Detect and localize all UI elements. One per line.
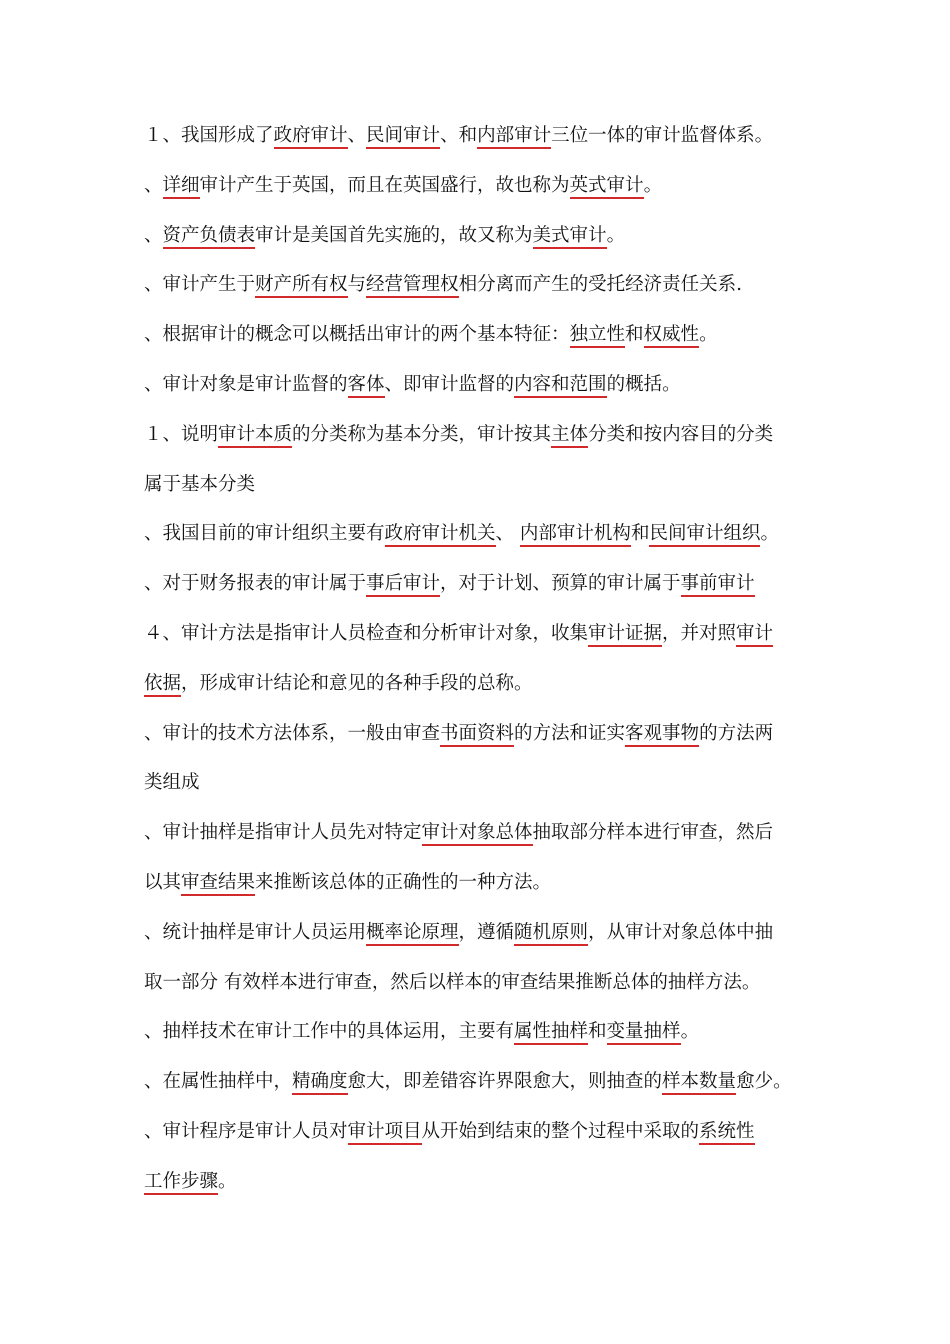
text-line bbox=[144, 671, 812, 697]
text-line bbox=[144, 272, 812, 298]
underlined-term: 英式审计 bbox=[570, 175, 644, 199]
text-segment: 从开始到结束的整个过程中采取的 bbox=[421, 1121, 700, 1142]
text-line bbox=[144, 372, 812, 398]
text-segment: 。 bbox=[760, 523, 779, 544]
text-segment: 审计产生于英国，而且在英国盛行，故也称为 bbox=[199, 175, 570, 196]
text-segment: 、对于财务报表的审计属于 bbox=[144, 573, 367, 594]
underlined-term: 经营管理权 bbox=[366, 274, 459, 298]
text-line bbox=[144, 571, 812, 597]
text-line bbox=[144, 1069, 812, 1095]
text-segment: 。 bbox=[643, 175, 663, 196]
text-segment: 的概括。 bbox=[606, 374, 681, 395]
text-segment: 、抽样技术在审计工作中的具体运用，主要有 bbox=[144, 1021, 515, 1042]
underlined-term: 客观事物 bbox=[625, 723, 699, 747]
text-segment: 、即审计监督的 bbox=[384, 374, 515, 395]
text-line bbox=[144, 422, 812, 448]
underlined-term: 权威性 bbox=[644, 324, 700, 348]
text-segment: 分类和按内容目的分类 bbox=[588, 424, 774, 445]
text-segment: 类组成 bbox=[144, 772, 200, 793]
underlined-term: 客体 bbox=[348, 374, 385, 398]
underlined-term: 事后审计 bbox=[366, 573, 440, 597]
text-segment: 、统计抽样是审计人员运用 bbox=[144, 922, 367, 943]
text-line bbox=[144, 1019, 812, 1045]
underlined-term: 美式审计 bbox=[533, 225, 607, 249]
text-segment: 、审计程序是审计人员对 bbox=[144, 1121, 348, 1142]
text-segment: 、 bbox=[144, 175, 163, 196]
text-segment: ，并对照 bbox=[662, 623, 737, 644]
text-segment: 的分类称为基本分类，审计按其 bbox=[292, 424, 552, 445]
underlined-term: 变量抽样 bbox=[607, 1021, 681, 1045]
text-segment: 、在属性抽样中， bbox=[144, 1071, 293, 1092]
text-segment: 抽取部分样本进行审查，然后 bbox=[532, 822, 774, 843]
underlined-term: 样本数量 bbox=[662, 1071, 736, 1095]
text-segment: 愈少。 bbox=[736, 1071, 792, 1092]
text-segment: 。 bbox=[680, 1021, 700, 1042]
text-segment: 和 bbox=[588, 1021, 607, 1042]
text-segment: 、和 bbox=[440, 125, 478, 146]
text-line bbox=[144, 621, 812, 647]
text-segment: 、根据审计的概念可以概括出审计的两个基本特征： bbox=[144, 324, 570, 345]
text-segment: 、 bbox=[347, 125, 367, 146]
text-segment: 与 bbox=[347, 274, 367, 295]
text-line bbox=[144, 223, 812, 249]
underlined-term: 政府审计 bbox=[274, 125, 348, 149]
underlined-term: 依据 bbox=[144, 673, 181, 697]
text-segment: 的方法两 bbox=[699, 723, 774, 744]
text-segment: 和 bbox=[630, 523, 650, 544]
text-segment: 、 bbox=[144, 225, 163, 246]
text-segment: 取一部分 有效样本进行审查，然后以样本的审查结果推断总体的抽样方法。 bbox=[144, 972, 761, 993]
underlined-term: 详细 bbox=[163, 175, 200, 199]
text-segment: 以其 bbox=[144, 872, 182, 893]
text-segment: 、审计抽样是指审计人员先对特定 bbox=[144, 822, 422, 843]
text-line bbox=[144, 1119, 812, 1145]
text-segment: 、审计对象是审计监督的 bbox=[144, 374, 348, 395]
text-segment: 审计是美国首先实施的，故又称为 bbox=[255, 225, 533, 246]
text-line bbox=[144, 870, 812, 896]
text-segment: 三位一体的审计监督体系。 bbox=[551, 125, 774, 146]
text-segment: 。 bbox=[606, 225, 626, 246]
text-segment: 、审计产生于 bbox=[144, 274, 256, 295]
underlined-term: 审查结果 bbox=[181, 872, 255, 896]
underlined-term: 精确度 bbox=[292, 1071, 348, 1095]
text-segment: 和 bbox=[625, 324, 644, 345]
underlined-term: 系统性 bbox=[699, 1121, 755, 1145]
underlined-term: 内部审计机构 bbox=[520, 523, 631, 547]
underlined-term: 审计本质 bbox=[218, 424, 292, 448]
underlined-term: 独立性 bbox=[570, 324, 626, 348]
text-segment: ，对于计划、预算的审计属于 bbox=[440, 573, 681, 594]
underlined-term: 审计 bbox=[736, 623, 773, 647]
text-line bbox=[144, 521, 812, 547]
underlined-term: 审计对象总体 bbox=[422, 822, 533, 846]
text-line bbox=[144, 1169, 812, 1195]
underlined-term: 财产所有权 bbox=[255, 274, 348, 298]
underlined-term: 随机原则 bbox=[514, 922, 588, 946]
underlined-term: 工作步骤 bbox=[144, 1171, 218, 1195]
underlined-term: 审计项目 bbox=[348, 1121, 422, 1145]
text-segment: 。 bbox=[218, 1171, 237, 1192]
text-segment: 相分离而产生的受托经济责任关系. bbox=[458, 274, 742, 295]
text-line bbox=[144, 970, 812, 996]
text-segment: １、我国形成了 bbox=[144, 125, 274, 146]
text-line bbox=[144, 820, 812, 846]
text-line bbox=[144, 173, 812, 199]
underlined-term: 内容和范围 bbox=[514, 374, 607, 398]
text-segment: 、我国目前的审计组织主要有 bbox=[144, 523, 385, 544]
text-segment: 来推断该总体的正确性的一种方法。 bbox=[255, 872, 552, 893]
text-segment: ４、审计方法是指审计人员检查和分析审计对象，收集 bbox=[144, 623, 589, 644]
text-line bbox=[144, 322, 812, 348]
text-segment: 、审计的技术方法体系，一般由审查 bbox=[144, 723, 441, 744]
text-segment: １、说明 bbox=[144, 424, 219, 445]
text-segment: 、 bbox=[495, 523, 520, 544]
text-line bbox=[144, 770, 812, 796]
text-segment: 愈大，即差错容许界限愈大，则抽查的 bbox=[347, 1071, 663, 1092]
text-segment: ，形成审计结论和意见的各种手段的总称。 bbox=[181, 673, 533, 694]
underlined-term: 事前审计 bbox=[681, 573, 755, 597]
text-line bbox=[144, 472, 812, 498]
underlined-term: 民间审计组织 bbox=[649, 523, 760, 547]
underlined-term: 政府审计机关 bbox=[385, 523, 496, 547]
text-segment: 的方法和证实 bbox=[514, 723, 626, 744]
text-line bbox=[144, 920, 812, 946]
text-segment: 属于基本分类 bbox=[144, 474, 256, 495]
underlined-term: 民间审计 bbox=[366, 125, 440, 149]
underlined-term: 概率论原理 bbox=[366, 922, 459, 946]
text-line bbox=[144, 721, 812, 747]
underlined-term: 书面资料 bbox=[440, 723, 514, 747]
underlined-term: 属性抽样 bbox=[514, 1021, 588, 1045]
text-segment: ，从审计对象总体中抽 bbox=[588, 922, 774, 943]
text-segment: 。 bbox=[699, 324, 718, 345]
text-segment: ，遵循 bbox=[458, 922, 515, 943]
underlined-term: 资产负债表 bbox=[163, 225, 256, 249]
underlined-term: 内部审计 bbox=[477, 125, 551, 149]
text-line bbox=[144, 123, 812, 149]
underlined-term: 主体 bbox=[551, 424, 588, 448]
underlined-term: 审计证据 bbox=[588, 623, 662, 647]
